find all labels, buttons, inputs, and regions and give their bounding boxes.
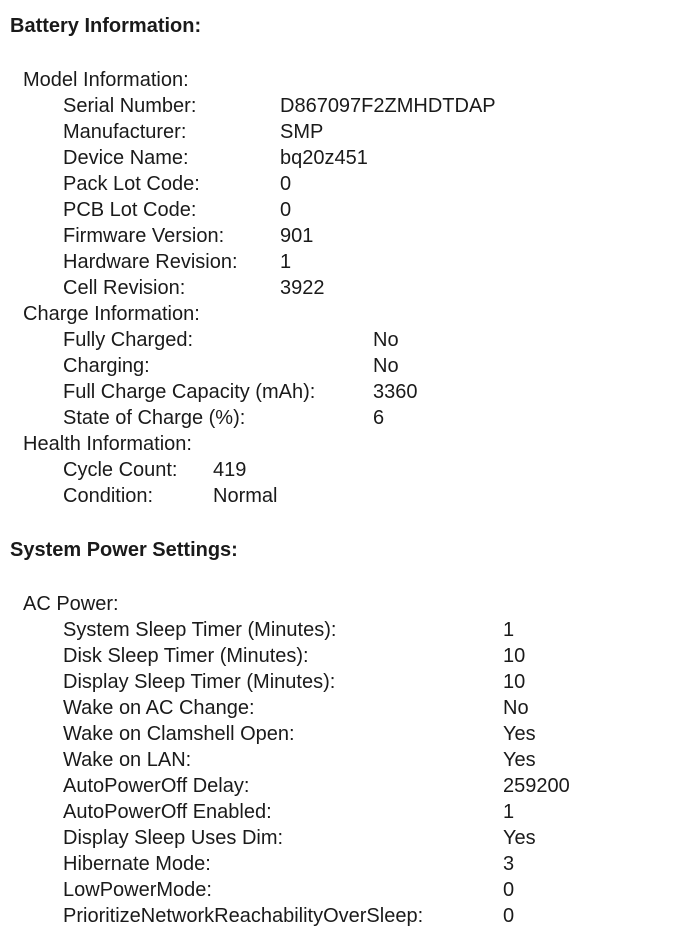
row-value: 0 xyxy=(503,879,515,901)
row-value: 0 xyxy=(280,199,292,221)
ac-power-title: AC Power: xyxy=(23,593,119,615)
row-label: Condition: xyxy=(63,485,154,507)
row-label: Firmware Version: xyxy=(63,225,225,247)
row-label: Pack Lot Code: xyxy=(63,173,200,195)
row-label: Manufacturer: xyxy=(63,121,187,143)
row-value: 1 xyxy=(503,619,515,641)
row-value: 1 xyxy=(280,251,292,273)
row-value: 10 xyxy=(503,645,526,667)
row-value: 3 xyxy=(503,853,515,875)
row-value: 3360 xyxy=(373,381,418,403)
row-label: Wake on AC Change: xyxy=(63,697,255,719)
row-label: Hardware Revision: xyxy=(63,251,238,273)
row-label: Device Name: xyxy=(63,147,189,169)
row-value: 419 xyxy=(213,459,247,481)
row-label: Disk Sleep Timer (Minutes): xyxy=(63,645,309,667)
row-value: Yes xyxy=(503,723,536,745)
row-label: AutoPowerOff Enabled: xyxy=(63,801,272,823)
row-label: Wake on LAN: xyxy=(63,749,192,771)
row-label: LowPowerMode: xyxy=(63,879,212,901)
system-power-settings-heading: System Power Settings: xyxy=(10,539,238,561)
row-label: Display Sleep Timer (Minutes): xyxy=(63,671,336,693)
row-value: Yes xyxy=(503,827,536,849)
row-value: 259200 xyxy=(503,775,570,797)
row-label: AutoPowerOff Delay: xyxy=(63,775,250,797)
model-information-title: Model Information: xyxy=(23,69,189,91)
row-label: Serial Number: xyxy=(63,95,197,117)
row-label: Fully Charged: xyxy=(63,329,194,351)
row-value: No xyxy=(373,355,399,377)
row-value: 3922 xyxy=(280,277,325,299)
battery-information-heading: Battery Information: xyxy=(10,15,202,37)
row-value: 0 xyxy=(503,905,515,927)
health-information-title: Health Information: xyxy=(23,433,192,455)
row-value: 0 xyxy=(280,173,292,195)
row-label: State of Charge (%): xyxy=(63,407,246,429)
row-label: Full Charge Capacity (mAh): xyxy=(63,381,316,403)
row-value: D867097F2ZMHDTDAP xyxy=(280,95,496,117)
row-value: bq20z451 xyxy=(280,147,368,169)
row-value: Yes xyxy=(503,749,536,771)
row-value: 10 xyxy=(503,671,526,693)
row-label: Wake on Clamshell Open: xyxy=(63,723,295,745)
row-value: No xyxy=(503,697,529,719)
row-label: System Sleep Timer (Minutes): xyxy=(63,619,337,641)
row-label: Display Sleep Uses Dim: xyxy=(63,827,284,849)
row-value: 6 xyxy=(373,407,385,429)
row-label: Charging: xyxy=(63,355,150,377)
charge-information-title: Charge Information: xyxy=(23,303,200,325)
row-value: No xyxy=(373,329,399,351)
row-value: Normal xyxy=(213,485,278,507)
row-label: Hibernate Mode: xyxy=(63,853,211,875)
row-value: 1 xyxy=(503,801,515,823)
row-label: Cycle Count: xyxy=(63,459,178,481)
row-label: PrioritizeNetworkReachabilityOverSleep: xyxy=(63,905,424,927)
row-value: 901 xyxy=(280,225,314,247)
row-label: Cell Revision: xyxy=(63,277,186,299)
row-label: PCB Lot Code: xyxy=(63,199,197,221)
row-value: SMP xyxy=(280,121,324,143)
